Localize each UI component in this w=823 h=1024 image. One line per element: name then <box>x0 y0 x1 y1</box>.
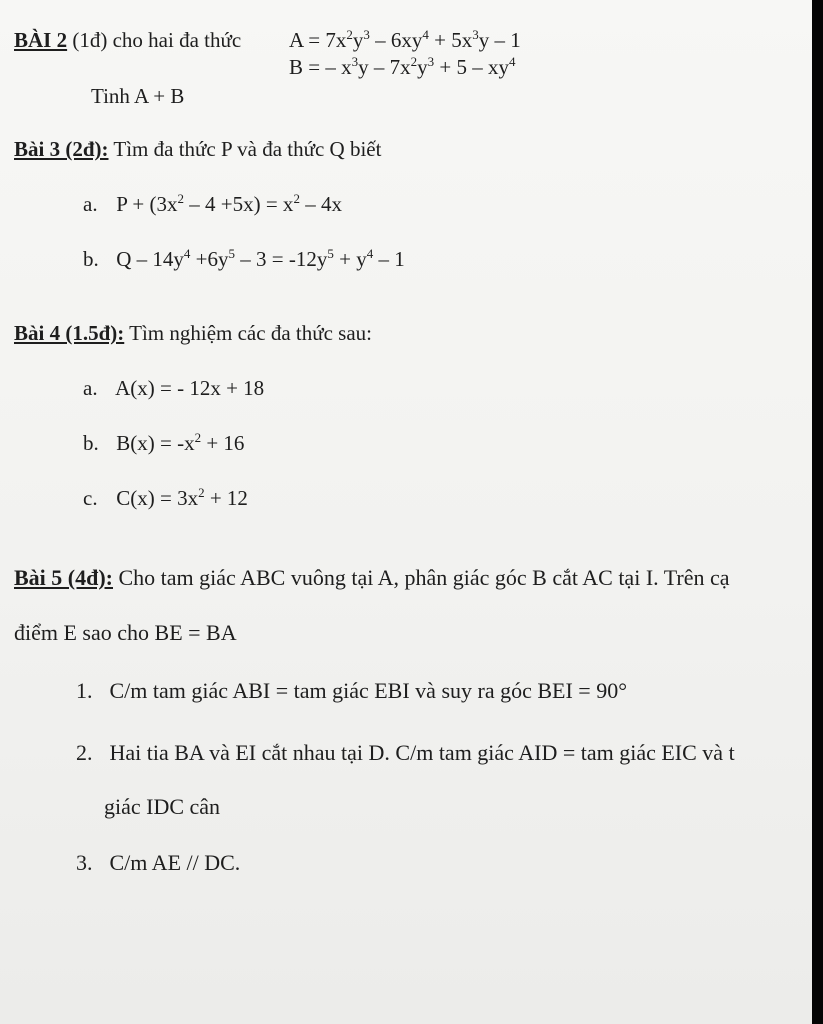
poly-a-part: A = 7x <box>289 28 347 52</box>
bai2-intro: cho hai đa thức <box>112 28 242 52</box>
bai5-intro: Cho tam giác ABC vuông tại A, phân giác góc B cắt AC tại I. Trên cạ <box>118 565 730 590</box>
bai4-item-a <box>83 375 264 401</box>
exponent: 2 <box>293 191 300 206</box>
bai5-line2: điểm E sao cho BE = BA <box>14 620 237 645</box>
bai2-header <box>14 27 241 53</box>
exponent: 2 <box>177 191 184 206</box>
bai4-item-c <box>83 485 248 511</box>
bai4-intro: Tìm nghiệm các đa thức sau: <box>129 321 373 345</box>
exponent: 3 <box>472 27 479 42</box>
expr-part: – 1 <box>373 247 405 271</box>
expr-part: A(x) = - 12x + 18 <box>115 376 265 400</box>
expr-part: C(x) = 3x <box>116 486 199 510</box>
bai2-task: Tinh A + B <box>91 84 185 108</box>
bai5-item-2-cont: giác IDC cân <box>104 794 221 819</box>
exponent: 4 <box>422 27 429 42</box>
item-label: 3. <box>76 850 93 875</box>
expr-part: – 3 = -12y <box>235 247 328 271</box>
exponent: 4 <box>366 246 374 261</box>
expr-part: B(x) = -x <box>116 431 195 455</box>
item-label: a. <box>83 376 98 400</box>
poly-a-part: + 5x <box>428 28 473 52</box>
bai3-intro: Tìm đa thức P và đa thức Q biết <box>113 137 382 161</box>
exponent: 5 <box>327 246 334 261</box>
item-text: C/m tam giác ABI = tam giác EBI và suy ra góc BEI = 90° <box>109 678 628 703</box>
polynomial-b <box>289 54 515 80</box>
item-label: 1. <box>76 678 93 703</box>
exponent: 2 <box>346 27 353 42</box>
poly-b-part: B = – x <box>289 55 352 79</box>
bai4-heading: Bài 4 (1.5đ): <box>14 321 125 345</box>
bai4-item-b <box>83 430 244 456</box>
bai4-header <box>14 320 372 346</box>
expr-part: – 4x <box>299 192 342 216</box>
poly-b-part: + 5 – xy <box>434 55 509 79</box>
bai5-item-3 <box>76 850 240 876</box>
bai3-item-b <box>83 246 405 272</box>
poly-a-part: y – 1 <box>478 28 521 52</box>
bai2-points: (1đ) <box>72 28 108 52</box>
expr-part: Q – 14y <box>116 247 184 271</box>
exponent: 4 <box>183 246 191 261</box>
bai2-heading: BÀI 2 <box>14 28 68 52</box>
poly-b-part: y <box>417 55 428 79</box>
exponent: 3 <box>363 27 370 42</box>
expr-part: +6y <box>190 247 229 271</box>
exponent: 4 <box>508 54 516 69</box>
bai5-item-1 <box>76 678 627 704</box>
exponent: 5 <box>228 246 236 261</box>
exponent: 3 <box>351 54 359 69</box>
expr-part: + y <box>333 247 367 271</box>
item-label: a. <box>83 192 98 216</box>
bai3-header <box>14 136 381 162</box>
expr-part: + 16 <box>201 431 245 455</box>
item-label: c. <box>83 486 98 510</box>
item-label: b. <box>83 247 99 271</box>
exponent: 2 <box>194 430 202 445</box>
item-text: Hai tia BA và EI cắt nhau tại D. C/m tam giác AID = tam giác EIC và t <box>109 740 735 765</box>
exponent: 2 <box>410 54 418 69</box>
poly-b-part: y – 7x <box>358 55 411 79</box>
expr-part: – 4 +5x) = x <box>184 192 294 216</box>
poly-a-part: – 6xy <box>369 28 423 52</box>
expr-part: + 12 <box>204 486 248 510</box>
item-label: 2. <box>76 740 93 765</box>
bai5-heading: Bài 5 (4đ): <box>14 565 113 590</box>
poly-a-part: y <box>352 28 364 52</box>
polynomial-a <box>289 27 521 53</box>
bai3-item-a <box>83 191 342 217</box>
item-text: C/m AE // DC. <box>109 850 241 875</box>
bai3-heading: Bài 3 (2đ): <box>14 137 109 161</box>
bai5-item-2 <box>76 740 735 766</box>
photo-dark-edge <box>812 0 823 1024</box>
bai5-header <box>14 565 730 591</box>
exponent: 2 <box>198 485 205 500</box>
item-label: b. <box>83 431 99 455</box>
exponent: 3 <box>427 54 435 69</box>
expr-part: P + (3x <box>116 192 178 216</box>
